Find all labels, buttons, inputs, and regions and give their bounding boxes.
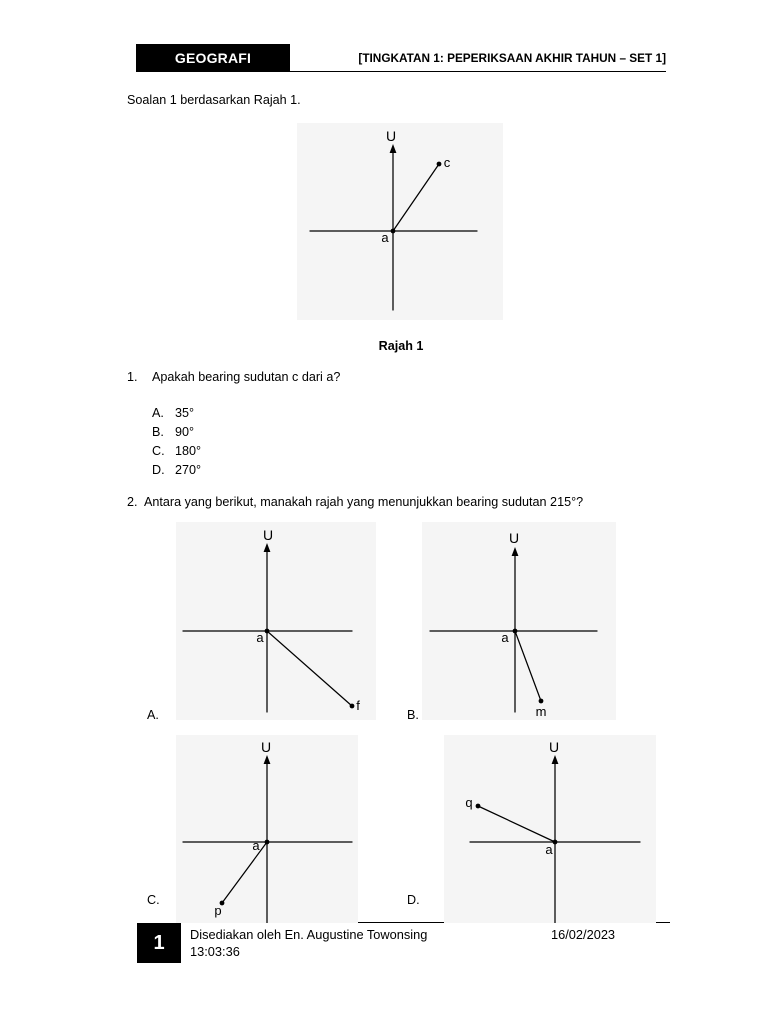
option-text: 180° [175, 444, 202, 458]
option-b-diagram [422, 522, 616, 720]
figure-caption: Rajah 1 [378, 339, 424, 353]
origin-point [553, 840, 558, 845]
option-letter: A. [147, 708, 159, 722]
question-text: Antara yang berikut, manakah rajah yang menunjukkan bearing sudutan 215°? [144, 495, 584, 509]
point-label: q [465, 795, 473, 810]
footer-time: 13:03:36 [190, 944, 240, 959]
origin-label: a [381, 230, 389, 245]
point-label: f [356, 698, 360, 713]
header-rule [290, 71, 666, 72]
prepared-by: Disediakan oleh En. Augustine Towonsing [190, 927, 428, 942]
origin-label: a [501, 630, 509, 645]
origin-label: a [256, 630, 264, 645]
bearing-line [393, 164, 439, 231]
option-d-diagram [444, 735, 656, 923]
option-letter: D. [152, 463, 165, 477]
bearing-line [222, 842, 267, 903]
option-letter: C. [152, 444, 165, 458]
origin-point [391, 229, 396, 234]
end-point [437, 162, 442, 167]
origin-point [265, 629, 270, 634]
question-number: 2. [127, 495, 138, 509]
option-letter: A. [152, 406, 164, 420]
page-number: 1 [153, 931, 165, 954]
option-letter: B. [407, 708, 419, 722]
rajah-1-diagram [297, 123, 503, 320]
point-label: m [535, 704, 547, 719]
north-label: U [385, 128, 397, 144]
origin-label: a [252, 838, 260, 853]
option-text: 90° [175, 425, 195, 439]
option-text: 35° [175, 406, 195, 420]
subject-banner [136, 44, 290, 72]
origin-point [513, 629, 518, 634]
intro-text: Soalan 1 berdasarkan Rajah 1. [127, 93, 301, 107]
end-point [350, 704, 355, 709]
north-label: U [508, 530, 520, 546]
option-a-diagram [176, 522, 376, 720]
north-label: U [260, 739, 272, 755]
origin-label: a [545, 842, 553, 857]
north-label: U [262, 527, 274, 543]
end-point [476, 804, 481, 809]
option-text: 270° [175, 463, 202, 477]
north-label: U [548, 739, 560, 755]
option-c-diagram [176, 735, 358, 923]
exam-title: [TINGKATAN 1: PEPERIKSAAN AKHIR TAHUN – SET 1] [358, 51, 666, 65]
bearing-line [515, 631, 541, 701]
page-number-box [137, 923, 181, 963]
origin-point [265, 840, 270, 845]
bearing-line [267, 631, 352, 706]
end-point [539, 699, 544, 704]
footer-date: 16/02/2023 [551, 927, 616, 942]
option-letter: C. [147, 893, 160, 907]
question-number: 1. [127, 370, 138, 384]
subject-title: GEOGRAFI [174, 50, 252, 66]
point-label: p [214, 903, 222, 918]
point-label: c [443, 155, 451, 170]
option-letter: D. [407, 893, 420, 907]
option-letter: B. [152, 425, 164, 439]
bearing-line [478, 806, 555, 842]
question-text: Apakah bearing sudutan c dari a? [152, 370, 341, 384]
